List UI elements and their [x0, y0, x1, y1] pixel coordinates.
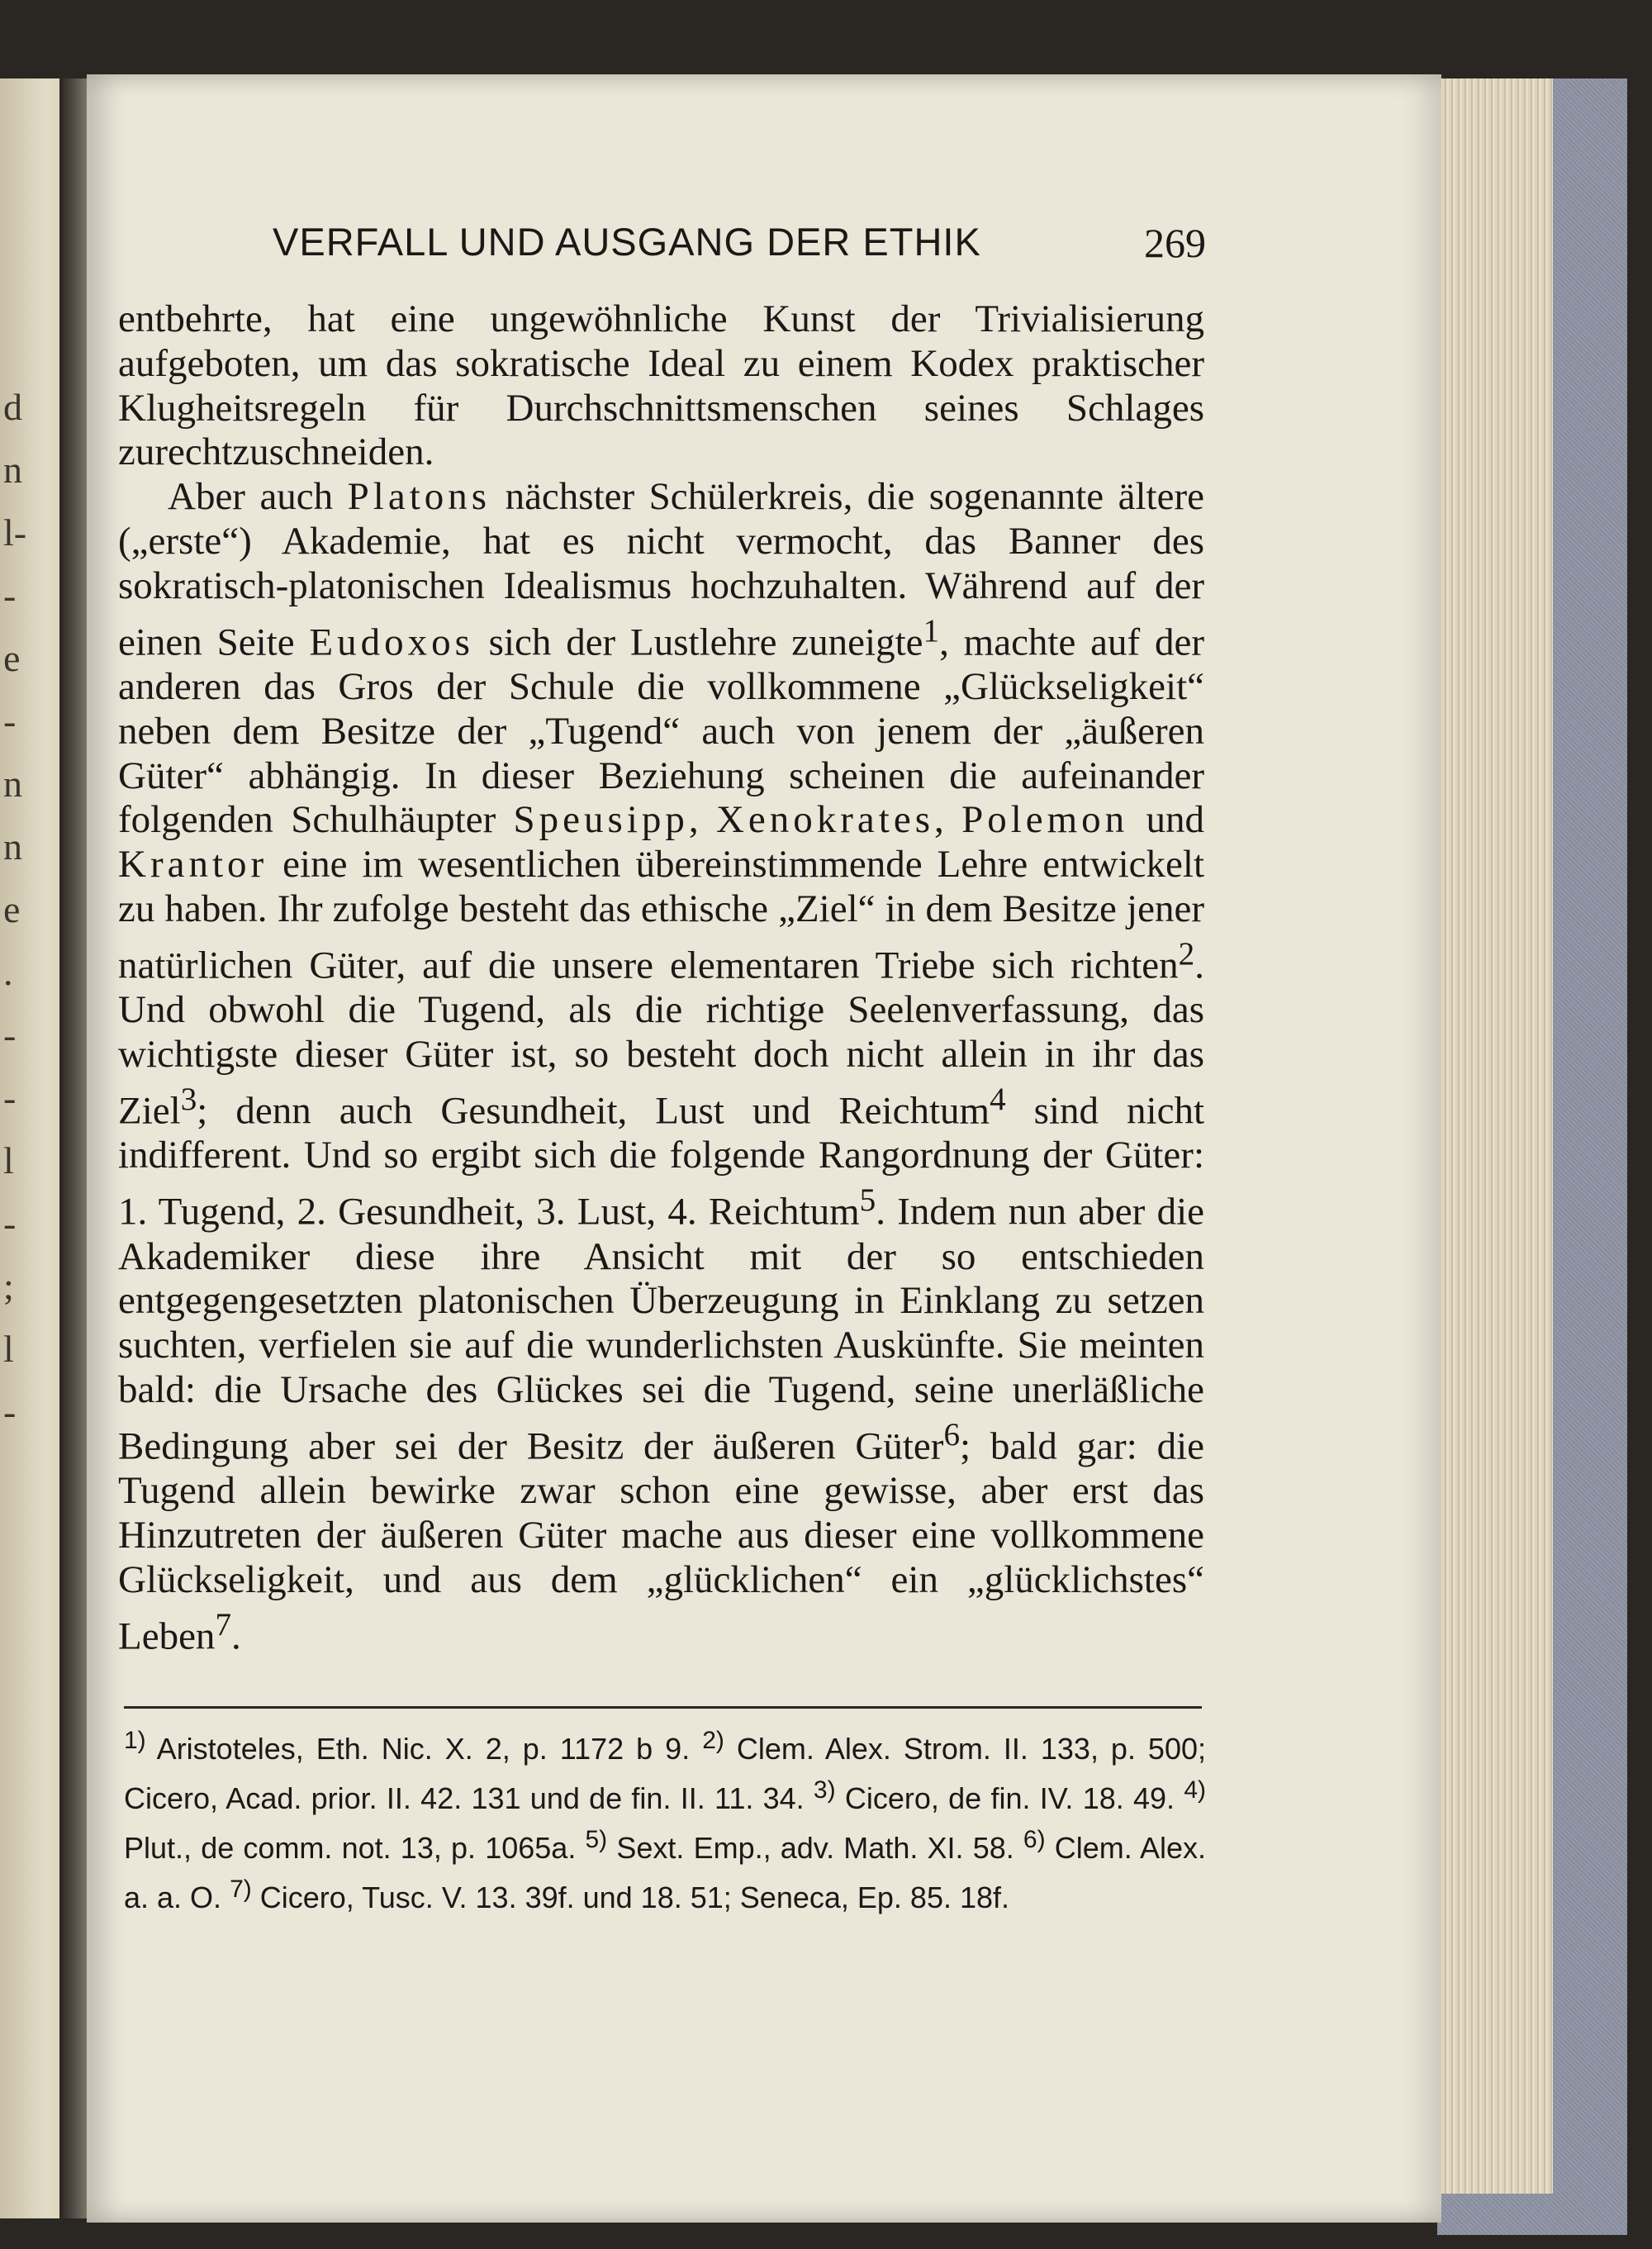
left-page-text-fragments: [3, 376, 53, 1443]
name-emphasis: Krantor: [118, 843, 268, 887]
name-emphasis: Polemon: [961, 798, 1129, 842]
text-run: , machte auf der anderen das Gros der Schule die vollkommene „Glückseligkeit“ neben dem Besitze der „Tugend“ auch von jenem der „äußeren Güter“ abhängig. In dieser Beziehung scheinen die aufeinander folgenden Schulhäupter: [118, 620, 1204, 842]
text-run: . Indem nun aber die Akademiker diese ihre Ansicht mit der so entschieden entgegengesetzten platonischen Überzeugung in Einklang zu setzen suchten, verfielen sie auf die wunderlichsten Auskünfte. Sie meinten bald: die Ursache des Glückes sei die Tugend, seine unerläßliche Bedingung aber sei der Besitz der äußeren Güter: [118, 1190, 1204, 1468]
edge-char: -: [3, 574, 17, 616]
running-head: [190, 219, 1206, 277]
footnote-text: Clem. Alex. a. a. O.: [124, 1831, 1207, 1914]
text-run: sich der Lustlehre zuneigte: [473, 620, 923, 664]
text-run: nächster Schülerkreis, die sogenannte ältere („erste“) Akademie, hat es nicht vermocht, das Banner des sokratisch-platonischen Idealismus hochzuhalten. Während auf der einen Seite: [118, 475, 1204, 664]
paragraph: [118, 297, 1204, 475]
footnotes: [124, 1720, 1206, 1919]
edge-char: l-: [3, 511, 27, 554]
edge-char: .: [3, 951, 13, 993]
edge-char: e: [3, 637, 21, 679]
footnote-mark: 7): [230, 1876, 252, 1903]
edge-char: -: [3, 1391, 17, 1433]
edge-char: e: [3, 888, 21, 930]
footnote-ref: 6: [943, 1416, 961, 1453]
text-run: .: [231, 1614, 241, 1658]
text-run: ; bald gar: die Tugend allein bewirke zwar schon eine gewisse, aber erst das Hinzutreten der äußeren Güter mache aus dieser eine vollkommene Glückseligkeit, und aus dem „glücklichen“ ein „glücklichstes“ Leben: [118, 1424, 1205, 1658]
running-title: VERFALL UND AUSGANG DER ETHIK: [273, 220, 981, 264]
footnote-mark: 3): [813, 1776, 836, 1804]
footnote-text: Sext. Emp., adv. Math. XI. 58.: [607, 1831, 1023, 1865]
edge-char: l: [3, 1139, 14, 1182]
footnote-text: Plut., de comm. not. 13, p. 1065a.: [124, 1831, 586, 1865]
footnote-ref: 4: [990, 1081, 1006, 1117]
edge-char: -: [3, 1077, 17, 1119]
footnote-mark: 2): [702, 1727, 724, 1754]
text-run: eine im wesentlichen übereinstimmende Lehre entwickelt zu haben. Ihr zufolge besteht das ethische „Ziel“ in dem Besitze jener natürlichen Güter, auf die unsere elementaren Triebe sich richten: [118, 843, 1204, 987]
name-emphasis: Xenokrates: [715, 798, 934, 842]
edge-char: n: [3, 825, 22, 868]
footnote-ref: 5: [859, 1182, 876, 1219]
text-run: ,: [934, 798, 962, 842]
footnote-ref: 3: [180, 1081, 197, 1117]
footnote-mark: 5): [585, 1826, 608, 1853]
text-run: und: [1128, 798, 1204, 842]
edge-char: l: [3, 1328, 14, 1370]
name-emphasis: Platons: [347, 475, 491, 519]
edge-char: d: [3, 386, 22, 428]
footnote-ref: 7: [215, 1606, 232, 1643]
main-text: [118, 297, 1204, 1659]
footnote-text: Cicero, de fin. IV. 18. 49.: [835, 1781, 1184, 1815]
footnote-mark: 1): [124, 1727, 146, 1754]
edge-char: n: [3, 449, 22, 491]
text-run: Aber auch: [168, 475, 348, 519]
footnote-text: Cicero, Tusc. V. 13. 39f. und 18. 51; Seneca, Ep. 85. 18f.: [251, 1881, 1010, 1914]
footnote-text: Aristoteles, Eth. Nic. X. 2, p. 1172 b 9.: [145, 1732, 703, 1766]
name-emphasis: Eudoxos: [309, 620, 474, 664]
text-run: ,: [688, 798, 716, 842]
text-run: entbehrte, hat eine ungewöhnliche Kunst der Trivialisierung aufgeboten, um das sokratische Ideal zu einem Kodex praktischer Klugheitsregeln für Durchschnittsmenschen seines Schlages zurechtzuschneiden.: [118, 297, 1204, 474]
edge-char: -: [3, 1014, 17, 1056]
footnote-separator: [124, 1706, 1202, 1709]
text-run: sind nicht indifferent. Und so ergibt sich die folgende Rangordnung der Güter: 1. Tugend, 2. Gesundheit, 3. Lust, 4. Reichtum: [118, 1089, 1204, 1234]
footnote-ref: 1: [923, 612, 940, 649]
footnote-ref: 2: [1178, 935, 1195, 972]
edge-char: -: [3, 700, 17, 742]
footnote-text: Clem. Alex. Strom. II. 133, p. 500; Cicero, Acad. prior. II. 42. 131 und de fin. II. 11. 34.: [124, 1732, 1207, 1815]
edge-char: ;: [3, 1265, 14, 1307]
footnote-block: [124, 1720, 1206, 1919]
edge-char: n: [3, 763, 22, 805]
name-emphasis: Speusipp: [513, 798, 689, 842]
text-run: . Und obwohl die Tugend, als die richtige Seelenverfassung, das wichtigste dieser Güter ist, so besteht doch nicht allein in ihr das Ziel: [118, 944, 1204, 1133]
footnote-mark: 4): [1184, 1776, 1206, 1804]
paragraph: [118, 475, 1204, 1659]
text-run: ; denn auch Gesundheit, Lust und Reichtum: [197, 1089, 990, 1133]
edge-char: -: [3, 1202, 17, 1244]
page-number: 269: [1144, 220, 1206, 266]
page-edges: [1429, 78, 1553, 2194]
footnote-mark: 6): [1023, 1826, 1046, 1853]
